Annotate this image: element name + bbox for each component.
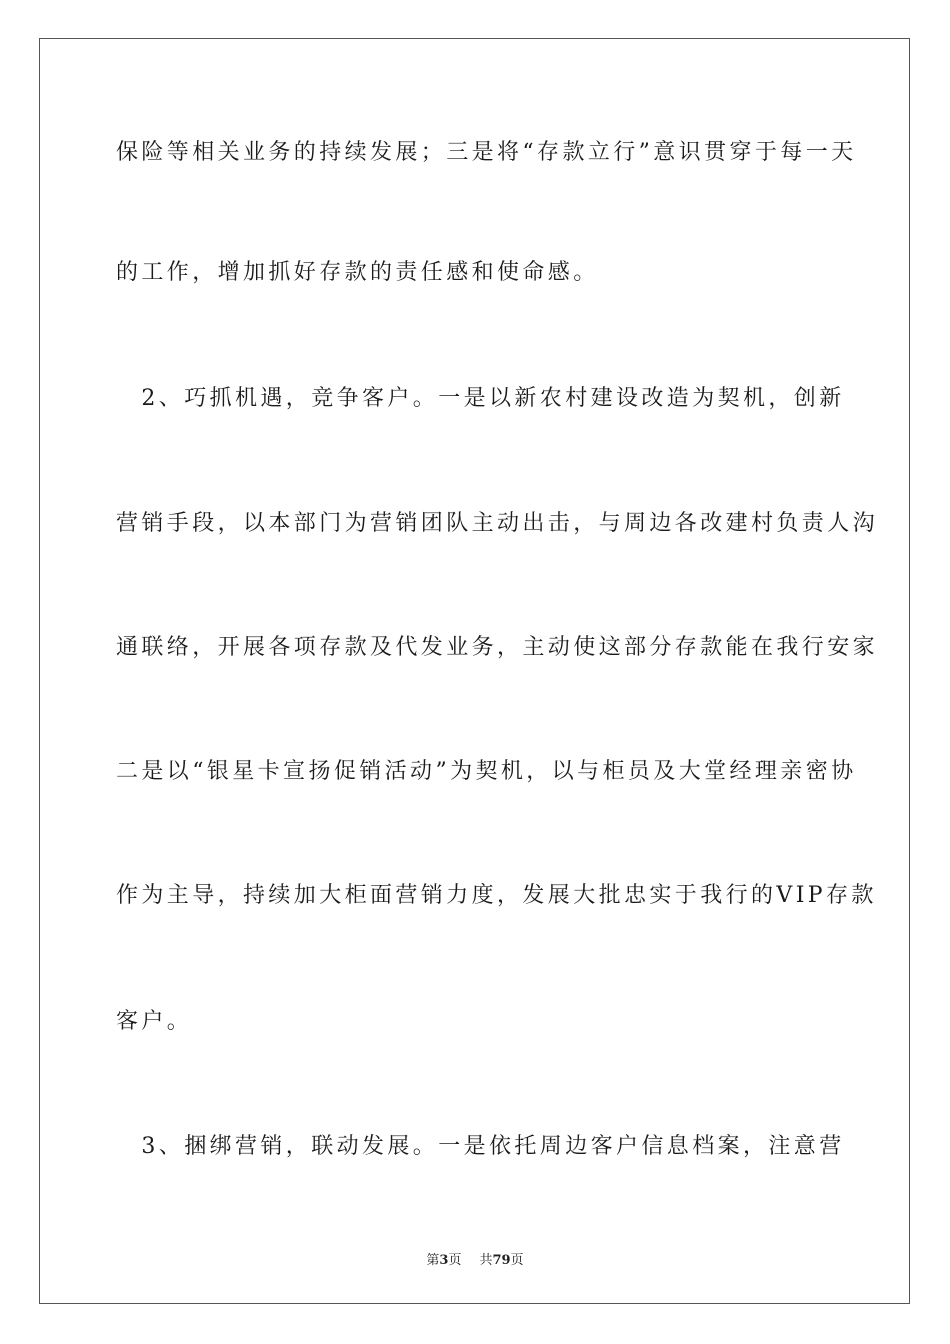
body-text-line: 二是以“银星卡宣扬促销活动”为契机，以与柜员及大堂经理亲密协 <box>116 759 857 784</box>
body-text-line: 营销手段，以本部门为营销团队主动出击，与周边各改建村负责人沟 <box>116 511 879 536</box>
total-suffix: 页 <box>510 1253 524 1268</box>
page-border <box>39 38 910 1304</box>
page-suffix: 页 <box>448 1253 462 1268</box>
page-prefix: 第 <box>426 1253 440 1268</box>
total-pages-number: 79 <box>492 1253 511 1268</box>
body-text-line: 通联络，开展各项存款及代发业务，主动使这部分存款能在我行安家 <box>116 635 879 660</box>
current-page-number: 3 <box>439 1253 449 1268</box>
body-text-line: 保险等相关业务的持续发展；三是将“存款立行”意识贯穿于每一天 <box>116 140 857 165</box>
body-text-line: 客户。 <box>116 1009 193 1034</box>
page-footer <box>0 1249 950 1268</box>
body-text-line: 的工作，增加抓好存款的责任感和使命感。 <box>116 260 599 285</box>
body-text-line: 2、巧抓机遇，竞争客户。一是以新农村建设改造为契机，创新 <box>116 386 845 411</box>
total-prefix: 共 <box>479 1253 493 1268</box>
body-text-line: 作为主导，持续加大柜面营销力度，发展大批忠实于我行的VIP存款 <box>116 883 877 908</box>
body-text-line: 3、捆绑营销，联动发展。一是依托周边客户信息档案，注意营 <box>116 1134 845 1159</box>
